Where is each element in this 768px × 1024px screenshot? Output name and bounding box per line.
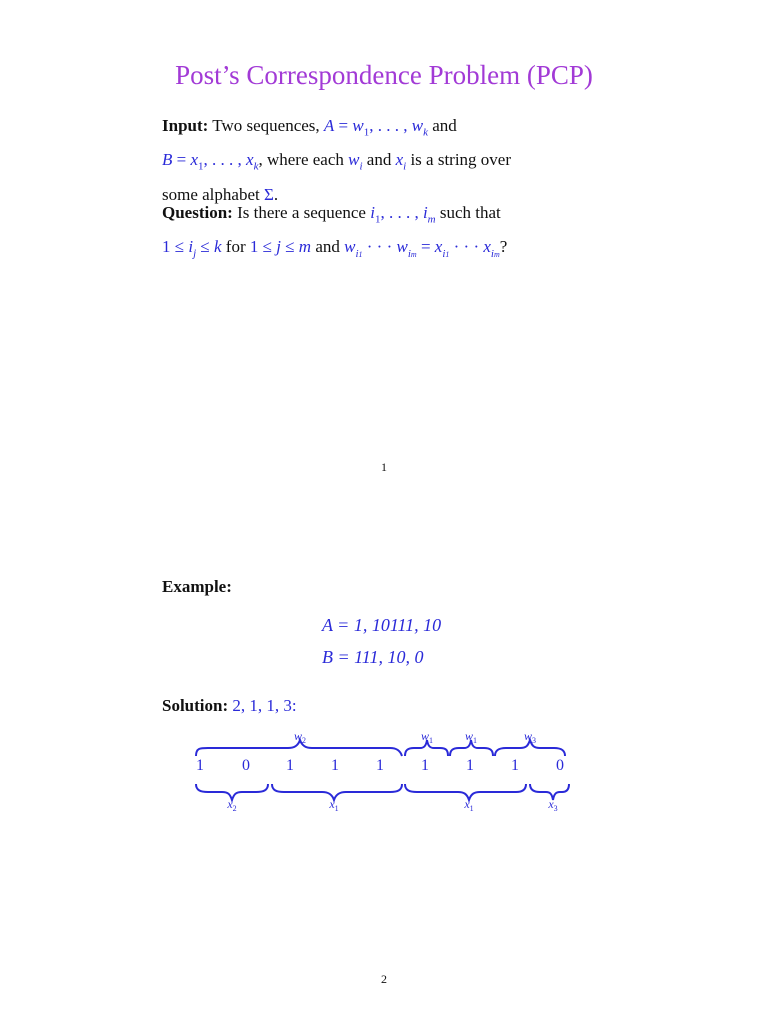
digit-row bbox=[196, 757, 564, 774]
question-text-2: such that bbox=[439, 203, 501, 222]
page-title: Post’s Correspondence Problem (PCP) bbox=[175, 60, 593, 90]
digit-5: 1 bbox=[376, 757, 384, 774]
bottom-brace-x1-first bbox=[272, 784, 402, 800]
bottom-label-x3-4: $x_3$ bbox=[548, 797, 558, 813]
bottom-label-x1-2: $x_1$ bbox=[329, 797, 339, 813]
input-text-1: Two sequences, bbox=[212, 116, 320, 135]
equation-b bbox=[322, 647, 423, 668]
question-label: Question: bbox=[162, 203, 233, 222]
digit-1: 1 bbox=[196, 757, 204, 774]
page-number-1: 1 bbox=[381, 460, 387, 474]
digit-4: 1 bbox=[331, 757, 339, 774]
top-label-w3-4: $w_3$ bbox=[523, 729, 537, 745]
page-number-2: 2 bbox=[381, 972, 387, 986]
example-label: Example: bbox=[162, 577, 232, 596]
digit-9: 0 bbox=[556, 757, 564, 774]
input-label: Input: bbox=[162, 116, 209, 135]
question-text-3: for bbox=[225, 237, 246, 257]
correspondence-diagram bbox=[190, 728, 580, 822]
digit-3: 1 bbox=[286, 757, 294, 774]
digit-6: 1 bbox=[421, 757, 429, 774]
input-text-3: , where each bbox=[258, 150, 344, 170]
alphabet-math: Σ bbox=[263, 184, 274, 204]
input-text-6: some alphabet bbox=[162, 184, 260, 204]
question-text-1: Is there a sequence bbox=[237, 203, 366, 222]
input-text-5: is a string over bbox=[410, 150, 512, 170]
question-text-4: and bbox=[315, 237, 340, 257]
bottom-label-x1-3: $x_1$ bbox=[464, 797, 474, 813]
input-paragraph: Input: Two sequences, $A = w_1$, . . . , $w_k$ and $B = x_1$, . . . , $x_k$, where each $w_i$ and $x_i$ is a string over some alphabet Σ. bbox=[162, 116, 512, 204]
solution-value: 2, 1, 1, 3: bbox=[232, 696, 297, 715]
top-labels bbox=[294, 729, 536, 745]
solution-label: Solution: bbox=[162, 696, 229, 715]
equation-a-text: A = 1, 10111, 10 bbox=[322, 615, 442, 635]
top-label-w1-3: $w_1$ bbox=[464, 729, 478, 745]
top-label-w1-2: $w_1$ bbox=[420, 729, 434, 745]
solution-line bbox=[162, 692, 297, 719]
digit-2: 0 bbox=[242, 757, 250, 774]
equation-a bbox=[322, 615, 441, 636]
sequence-a-math: A bbox=[323, 116, 335, 135]
digit-7: 1 bbox=[466, 757, 474, 774]
bottom-label-x2-1: $x_2$ bbox=[227, 797, 237, 813]
sequence-b-math: B bbox=[162, 150, 173, 170]
bottom-labels bbox=[226, 797, 557, 813]
equation-b-text: B = 111, 10, 0 bbox=[322, 647, 424, 667]
brace-diagram-svg bbox=[190, 728, 580, 818]
question-paragraph: Question: Is there a sequence $i_1$, . . . , $i_m$ such that $1 \le i_j \le k$ for 1 ≤ j ≤ m and $w_{i1}$ · · · $w_{im} = x_{i1}$ · · · $x_{im}$? bbox=[162, 203, 508, 260]
input-text-4: and bbox=[366, 150, 392, 170]
input-text-2: and bbox=[432, 116, 457, 135]
example-heading bbox=[162, 573, 232, 600]
top-label-w2-1: $w_2$ bbox=[293, 729, 307, 745]
digit-8: 1 bbox=[511, 757, 519, 774]
